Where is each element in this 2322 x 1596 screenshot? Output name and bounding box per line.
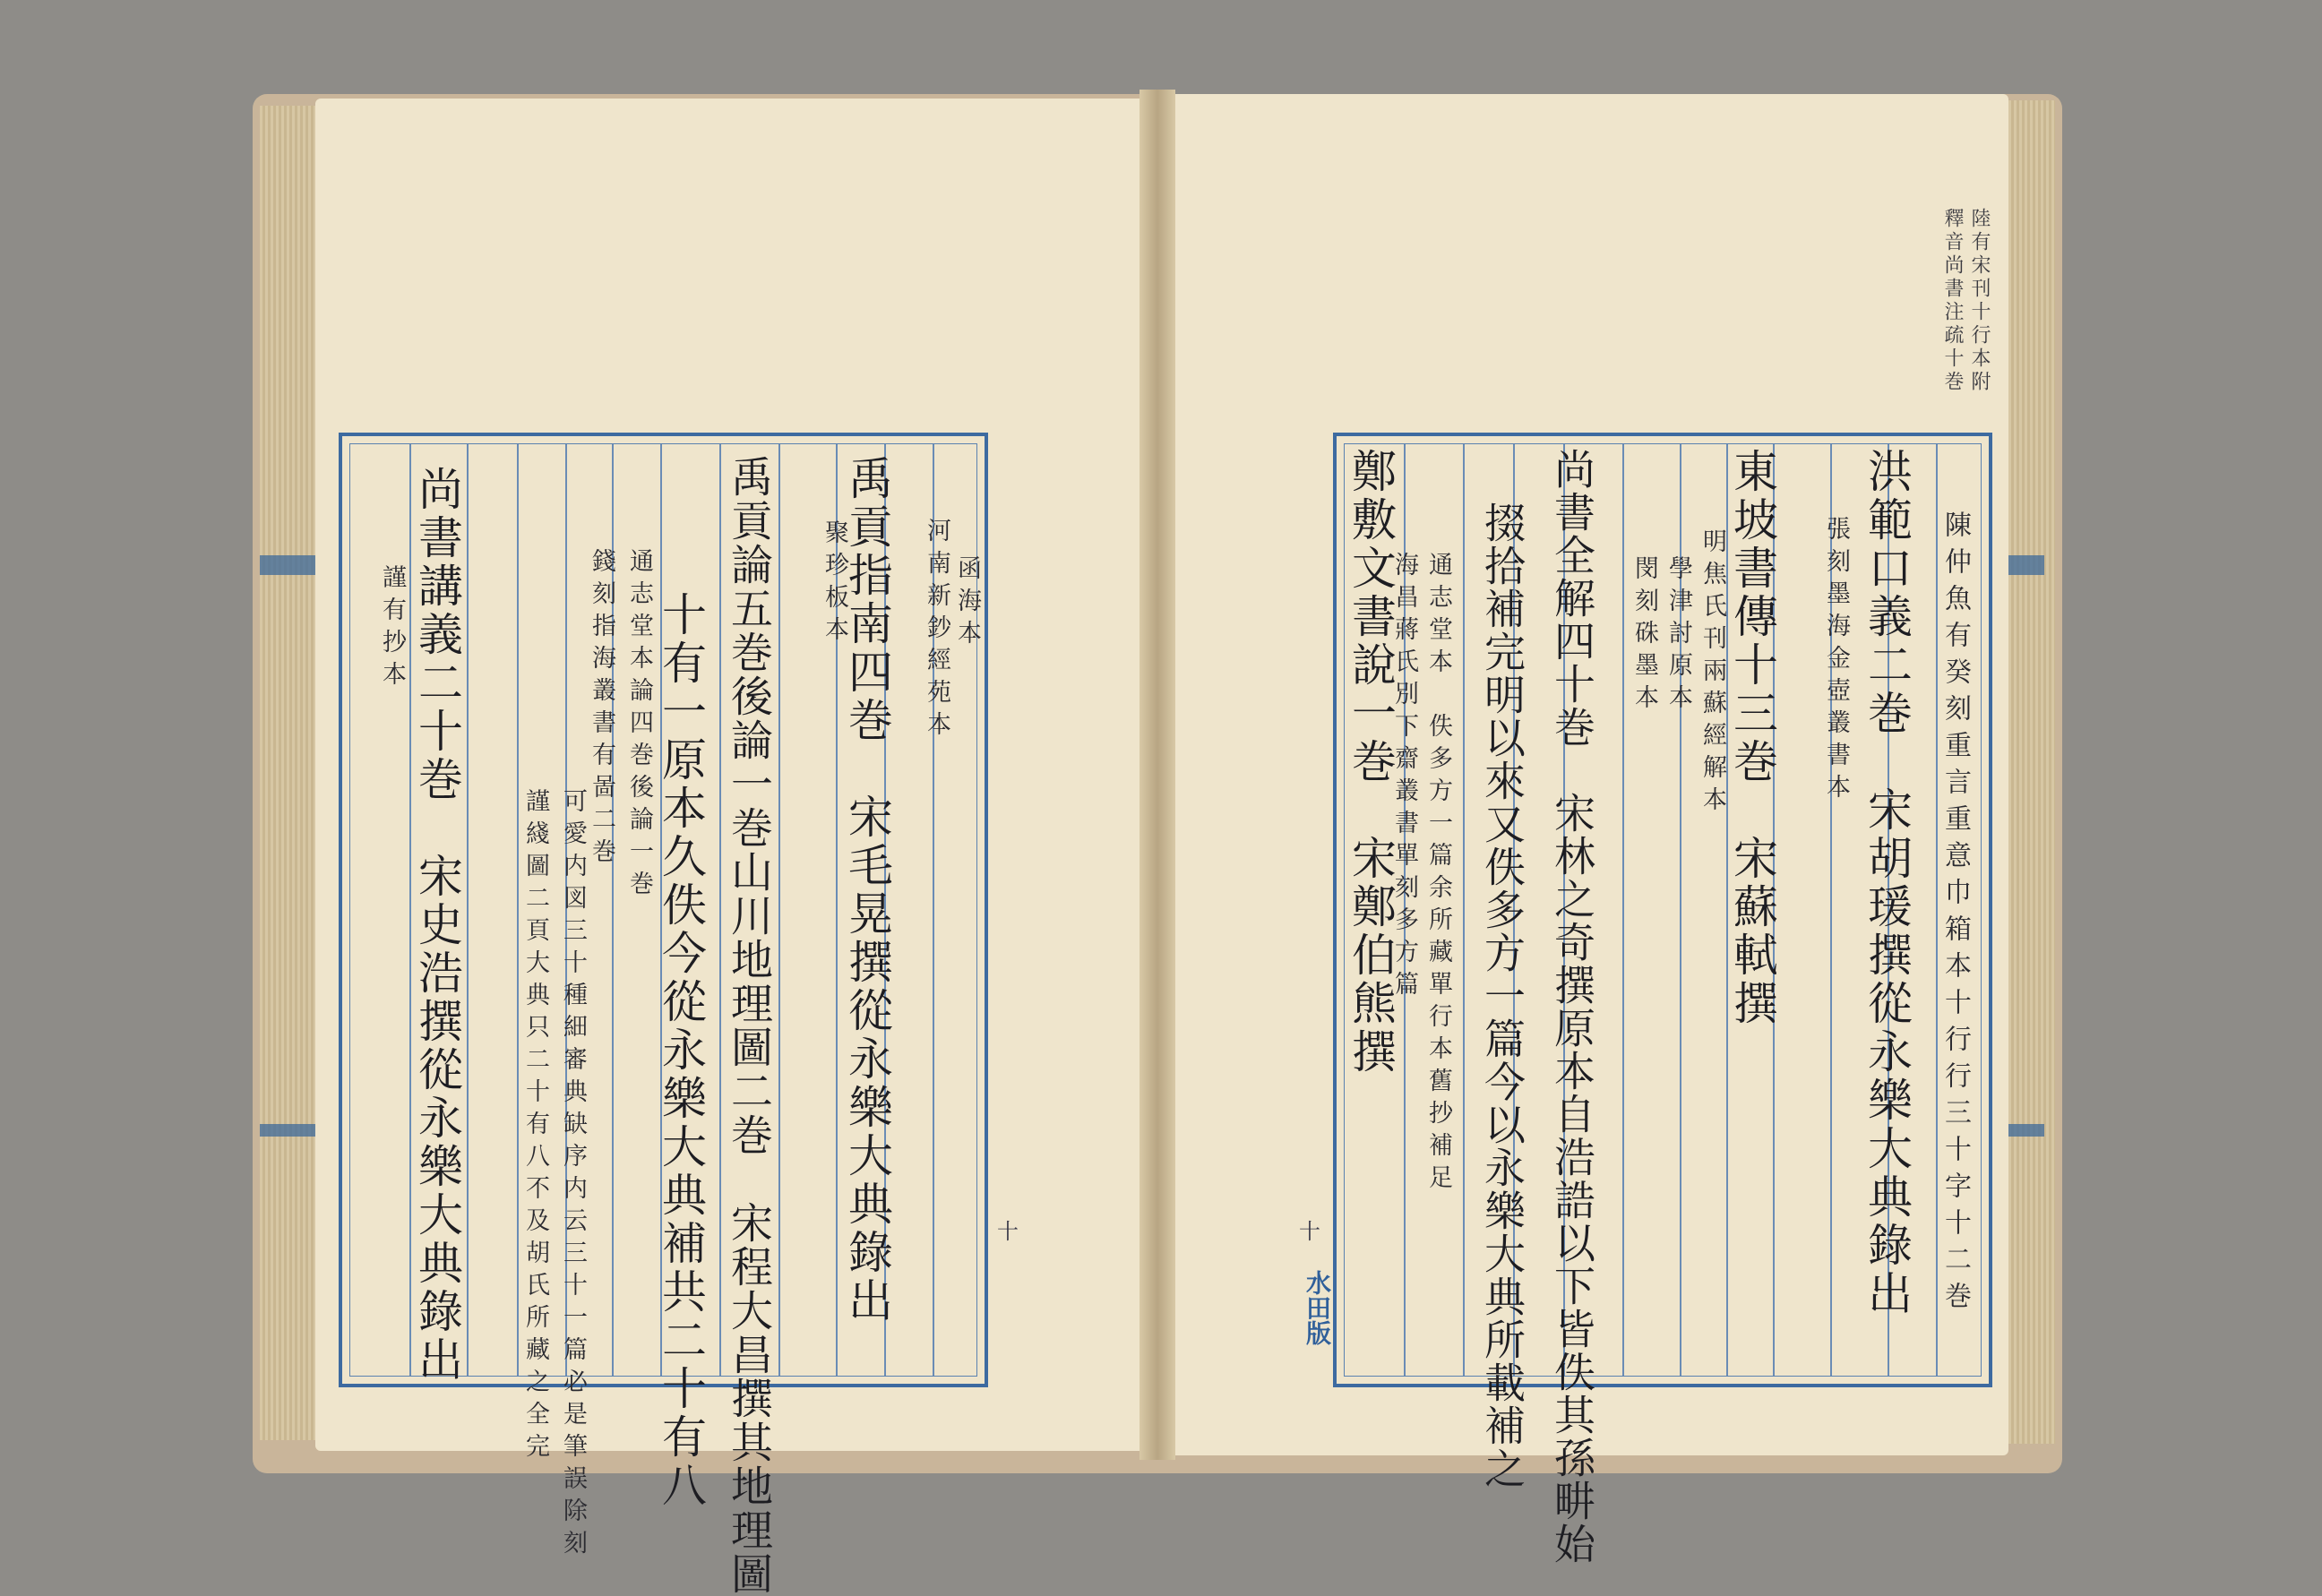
left-col-9: 禹貢論五巻後論一巻山川地理圖二巻 宋程大昌撰其地理圖 xyxy=(724,455,773,1596)
right-col-11: 海昌蔣氏別下齋叢書單刻多方篇 xyxy=(1390,552,1418,1003)
printer-stamp: 水田版 xyxy=(1303,1270,1332,1345)
header-note-line-2: 釋音尚書注疏十巻 xyxy=(1941,208,1964,394)
header-note-line-1: 陸有宋刊十行本附 xyxy=(1968,208,1991,394)
right-col-4: 東坡書傳十三巻 宋蘇軾撰 xyxy=(1726,448,1778,1028)
left-col-1: 尚書講義二十巻 宋史浩撰從永樂大典錄出 xyxy=(411,466,463,1385)
left-page-mark: 十 xyxy=(997,1219,1019,1244)
left-col-7: 錢刻指海叢書有啚二巻 xyxy=(588,548,615,871)
left-col-3: 謹綫圖二頁大典只二十有八不及胡氏所藏之全完 xyxy=(521,788,549,1465)
left-col-4: 可愛内図三十種細審典缺序内云三十一篇必是筆誤除刻 xyxy=(559,788,587,1562)
edge-tab-marker xyxy=(260,555,322,575)
page-edges-left xyxy=(260,106,315,1440)
right-col-10: 通志堂本 佚多方一篇余所藏單行本舊抄補足 xyxy=(1424,552,1452,1197)
page-edges-right xyxy=(2008,100,2055,1444)
edge-tab-marker xyxy=(260,1124,322,1137)
left-col-11: 禹貢指南四巻 宋毛晃撰從永樂大典錄出 xyxy=(841,455,893,1326)
left-col-12: 河南新鈔經苑本 xyxy=(923,518,950,743)
right-page-mark: 十 xyxy=(1299,1219,1320,1244)
left-col-10: 聚珍板本 xyxy=(821,519,848,648)
right-col-5: 學津討原本 xyxy=(1664,555,1692,716)
right-col-7: 閔刻硃墨本 xyxy=(1630,555,1658,716)
left-col-14: 函海本 xyxy=(953,555,981,652)
book-gutter xyxy=(1140,90,1175,1460)
right-col-9: 掇拾補完明以來又佚多方一篇今以永樂大典所載補之 xyxy=(1478,502,1526,1490)
right-col-6: 明焦氏刊兩蘇經解本 xyxy=(1698,528,1726,819)
left-col-6: 通志堂本論四巻後論一巻 xyxy=(625,548,653,903)
right-col-8: 尚書全解四十巻 宋林之奇撰原本自浩誥以下皆佚其孫畊始 xyxy=(1548,448,1596,1566)
right-col-1: 陳仲魚有癸刻重言重意巾箱本十行行三十字十二巻 xyxy=(1939,511,1971,1318)
left-col-2: 謹有抄本 xyxy=(378,564,406,693)
right-col-12: 鄭敷文書說一巻 宋鄭伯熊撰 xyxy=(1345,448,1397,1077)
right-col-2: 洪範口義二巻 宋胡瑗撰從永樂大典錄出 xyxy=(1861,448,1913,1318)
left-col-8: 十有一原本久佚今從永樂大典補共二十有八 xyxy=(655,591,707,1510)
right-col-3: 張刻墨海金壺叢書本 xyxy=(1822,516,1850,806)
